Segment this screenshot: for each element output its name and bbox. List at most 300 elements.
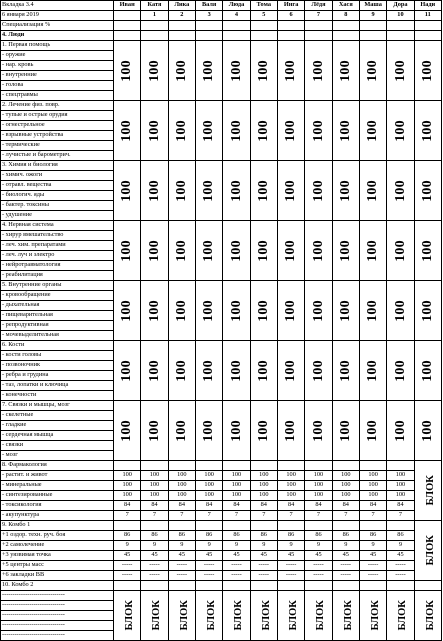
group-value-cell <box>332 341 359 401</box>
group-item-label: - хирур вмешательство <box>1 231 114 241</box>
group-value-cell <box>414 101 441 161</box>
group-title: 2. Лечение физ. повр. <box>1 101 114 111</box>
section-item-value: ----- <box>359 571 386 581</box>
section-item-value: 100 <box>277 481 304 491</box>
section-title: 8. Фармакология <box>1 461 114 471</box>
section-title: 10. Комбо 2 <box>1 581 114 591</box>
empty-cell <box>332 31 359 41</box>
empty-cell <box>114 21 141 31</box>
group-item-label: - сердечная мышца <box>1 431 114 441</box>
section-item-value: 7 <box>223 511 250 521</box>
section-item-value: ----- <box>141 561 168 571</box>
group-value: 100 <box>119 119 135 142</box>
section-item-value: 100 <box>168 471 195 481</box>
column-number: 2 <box>168 11 195 21</box>
section-item-row <box>1 531 442 541</box>
group-value-cell <box>114 281 141 341</box>
column-number: 4 <box>223 11 250 21</box>
section-item-value: 100 <box>223 471 250 481</box>
column-name: Иван <box>114 1 141 11</box>
group-value: 100 <box>146 299 162 322</box>
group-value: 100 <box>283 359 299 382</box>
section-item-value: ----- <box>250 561 277 571</box>
group-value-cell <box>305 281 332 341</box>
group-item-label: - удушение <box>1 211 114 221</box>
section-item-value: 7 <box>114 511 141 521</box>
group-item-label: - таз, лопатки и ключица <box>1 381 114 391</box>
section-item-value: 7 <box>141 511 168 521</box>
section-item-value: 100 <box>195 481 222 491</box>
nadi-block-label: БЛОК <box>424 535 436 566</box>
section-item-label: +2 самолечение <box>1 541 114 551</box>
empty-cell <box>223 461 250 471</box>
group-value-cell <box>359 221 386 281</box>
section-item-value: ----- <box>305 571 332 581</box>
group-value: 100 <box>228 239 244 262</box>
group-value-cell <box>114 221 141 281</box>
group-value-cell <box>195 281 222 341</box>
column-number: 6 <box>277 11 304 21</box>
group-value: 100 <box>255 239 271 262</box>
group-value-cell <box>359 41 386 101</box>
empty-cell <box>223 581 250 591</box>
group-item-label: - огнестрельное <box>1 121 114 131</box>
empty-cell <box>414 31 441 41</box>
section-item-value: 100 <box>141 471 168 481</box>
empty-cell <box>359 31 386 41</box>
section-item-value: ----- <box>195 571 222 581</box>
section-item-value: ----- <box>305 561 332 571</box>
section-item-value: 84 <box>114 501 141 511</box>
empty-cell <box>141 581 168 591</box>
group-value-cell <box>168 281 195 341</box>
section-item-value: 100 <box>359 471 386 481</box>
section-item-value: ----- <box>195 561 222 571</box>
column-name: Инга <box>277 1 304 11</box>
group-value: 100 <box>146 119 162 142</box>
section-item-value: 7 <box>168 511 195 521</box>
combo2-block-label: БЛОК <box>260 600 272 631</box>
section-item-label: +1 оздор. техн. руч. боя <box>1 531 114 541</box>
section-item-value: 100 <box>114 491 141 501</box>
header-row-names <box>1 1 442 11</box>
empty-cell <box>332 521 359 531</box>
group-value: 100 <box>419 239 435 262</box>
group-value-cell <box>305 341 332 401</box>
section-item-label: +5 центры масс <box>1 561 114 571</box>
group-value: 100 <box>228 419 244 442</box>
section-item-row <box>1 471 442 481</box>
group-value: 100 <box>228 119 244 142</box>
group-value: 100 <box>419 359 435 382</box>
group-value: 100 <box>419 419 435 442</box>
column-name: Лика <box>168 1 195 11</box>
section-item-value: 7 <box>305 511 332 521</box>
group-item-label: - голова <box>1 81 114 91</box>
group-value: 100 <box>337 59 353 82</box>
empty-cell <box>141 461 168 471</box>
empty-cell <box>387 21 414 31</box>
group-value: 100 <box>392 299 408 322</box>
empty-cell <box>332 581 359 591</box>
empty-cell <box>387 31 414 41</box>
section-item-label: ------------------------------ <box>1 591 114 601</box>
section-item-value: 9 <box>332 541 359 551</box>
column-name: Катя <box>141 1 168 11</box>
group-item-label: - реабилитация <box>1 271 114 281</box>
section-item-value: 86 <box>141 531 168 541</box>
group-value: 100 <box>173 419 189 442</box>
group-value-cell <box>414 41 441 101</box>
group-title-row <box>1 161 442 171</box>
nadi-block-cell <box>414 521 441 581</box>
group-value-cell <box>195 161 222 221</box>
group-value-cell <box>277 221 304 281</box>
section-item-value: 45 <box>168 551 195 561</box>
empty-cell <box>359 21 386 31</box>
section-item-value: 100 <box>332 481 359 491</box>
group-value: 100 <box>119 419 135 442</box>
combo2-block-label: БЛОК <box>233 600 245 631</box>
empty-cell <box>195 521 222 531</box>
section-item-label: - минеральные <box>1 481 114 491</box>
section-item-value: 84 <box>195 501 222 511</box>
group-item-label: - мозг <box>1 451 114 461</box>
group-value: 100 <box>365 299 381 322</box>
combo2-block-cell <box>223 591 250 641</box>
group-value: 100 <box>201 299 217 322</box>
group-value: 100 <box>228 179 244 202</box>
group-value: 100 <box>201 359 217 382</box>
group-value: 100 <box>283 119 299 142</box>
section-item-label: ------------------------------ <box>1 601 114 611</box>
section-item-value: 100 <box>387 491 414 501</box>
nadi-block-cell <box>414 461 441 521</box>
group-value: 100 <box>365 359 381 382</box>
column-number: 10 <box>387 11 414 21</box>
group-title: 7. Связки и мышцы, мозг <box>1 401 114 411</box>
group-value-cell <box>141 341 168 401</box>
group-title-row <box>1 401 442 411</box>
section-item-value: 100 <box>114 481 141 491</box>
group-value: 100 <box>119 59 135 82</box>
section-item-value: 100 <box>223 481 250 491</box>
section-item-value: 86 <box>332 531 359 541</box>
section-item-value: 84 <box>359 501 386 511</box>
group-title-row <box>1 101 442 111</box>
section-item-value: ----- <box>223 561 250 571</box>
section-item-value: ----- <box>114 571 141 581</box>
group-value-cell <box>114 401 141 461</box>
section-item-value: 100 <box>387 481 414 491</box>
section-item-value: 100 <box>305 481 332 491</box>
section-item-value: ----- <box>277 571 304 581</box>
section-item-label: +3 уязвимая точка <box>1 551 114 561</box>
combo2-block-cell <box>305 591 332 641</box>
group-value-cell <box>114 161 141 221</box>
group-value-cell <box>359 101 386 161</box>
group-item-label: - гладкие <box>1 421 114 431</box>
section-item-label: - токсикология <box>1 501 114 511</box>
combo2-block-cell <box>359 591 386 641</box>
group-value-cell <box>250 161 277 221</box>
group-value-cell <box>359 401 386 461</box>
section-item-value: 9 <box>223 541 250 551</box>
group-value: 100 <box>310 299 326 322</box>
group-title: 4. Нервная система <box>1 221 114 231</box>
column-name: Нади <box>414 1 441 11</box>
group-value-cell <box>168 401 195 461</box>
section-item-value: ----- <box>250 571 277 581</box>
group-item-label: - отравл. вещества <box>1 181 114 191</box>
empty-cell <box>114 31 141 41</box>
group-value-cell <box>359 281 386 341</box>
group-value-cell <box>332 161 359 221</box>
empty-cell <box>305 581 332 591</box>
empty-cell <box>332 21 359 31</box>
section-item-row <box>1 511 442 521</box>
group-value-cell <box>277 161 304 221</box>
group-item-label: - нар. кровь <box>1 61 114 71</box>
section-title: 4. Люди <box>1 31 114 41</box>
group-value-cell <box>250 341 277 401</box>
section-item-value: ----- <box>332 571 359 581</box>
empty-cell <box>195 31 222 41</box>
section-item-value: 86 <box>250 531 277 541</box>
empty-cell <box>414 21 441 31</box>
section-item-value: 100 <box>195 471 222 481</box>
combo2-block-label: БЛОК <box>369 600 381 631</box>
empty-cell <box>114 461 141 471</box>
section-item-value: 9 <box>141 541 168 551</box>
group-item-label: - леч. хим. препаратами <box>1 241 114 251</box>
section-item-value: 9 <box>250 541 277 551</box>
group-value-cell <box>223 401 250 461</box>
group-item-label: - лучистые и барометрич. <box>1 151 114 161</box>
group-value: 100 <box>365 239 381 262</box>
group-item-label: - взрывные устройства <box>1 131 114 141</box>
empty-cell <box>141 31 168 41</box>
empty-cell <box>387 521 414 531</box>
section-item-value: 84 <box>387 501 414 511</box>
group-value: 100 <box>119 299 135 322</box>
group-value: 100 <box>419 119 435 142</box>
group-value-cell <box>387 401 414 461</box>
empty-cell <box>359 581 386 591</box>
combo2-block-label: БЛОК <box>151 600 163 631</box>
section-item-row <box>1 551 442 561</box>
empty-cell <box>277 21 304 31</box>
empty-cell <box>277 31 304 41</box>
group-value-cell <box>223 281 250 341</box>
group-value: 100 <box>337 359 353 382</box>
section-item-value: 7 <box>359 511 386 521</box>
group-value-cell <box>250 401 277 461</box>
group-value: 100 <box>365 119 381 142</box>
group-value-cell <box>223 161 250 221</box>
section-item-value: 9 <box>387 541 414 551</box>
empty-cell <box>359 461 386 471</box>
group-value-cell <box>168 161 195 221</box>
section-item-value: 84 <box>305 501 332 511</box>
combo2-block-cell <box>277 591 304 641</box>
combo2-block-cell <box>387 591 414 641</box>
section-item-value: 86 <box>223 531 250 541</box>
group-item-label: - связки <box>1 441 114 451</box>
section-item-label: ------------------------------ <box>1 611 114 621</box>
section-item-value: 7 <box>332 511 359 521</box>
group-value: 100 <box>283 239 299 262</box>
group-value: 100 <box>310 239 326 262</box>
group-value: 100 <box>283 179 299 202</box>
section-item-value: 100 <box>305 471 332 481</box>
group-value-cell <box>141 101 168 161</box>
column-number: 7 <box>305 11 332 21</box>
section-item-value: ----- <box>141 571 168 581</box>
empty-cell <box>114 581 141 591</box>
section-item-value: 100 <box>332 491 359 501</box>
section-item-row <box>1 571 442 581</box>
section-item-value: ----- <box>168 561 195 571</box>
group-value: 100 <box>201 239 217 262</box>
group-value-cell <box>305 101 332 161</box>
section-item-label: - синтезированные <box>1 491 114 501</box>
group-value-cell <box>277 41 304 101</box>
section-item-value: 9 <box>305 541 332 551</box>
section-item-value: 45 <box>250 551 277 561</box>
section-item-value: 7 <box>387 511 414 521</box>
empty-cell <box>168 521 195 531</box>
section-item-value: 84 <box>223 501 250 511</box>
group-value-cell <box>168 221 195 281</box>
group-item-label: - биологич. яды <box>1 191 114 201</box>
group-value-cell <box>141 161 168 221</box>
group-item-label: - внутренние <box>1 71 114 81</box>
group-value: 100 <box>173 299 189 322</box>
section-item-value: ----- <box>332 561 359 571</box>
group-item-label: - дыхательная <box>1 301 114 311</box>
group-item-label: - позвоночник <box>1 361 114 371</box>
section-item-value: 100 <box>277 471 304 481</box>
section-item-value: 45 <box>114 551 141 561</box>
combo2-block-cell <box>168 591 195 641</box>
group-value-cell <box>359 161 386 221</box>
group-value-cell <box>195 101 222 161</box>
section-item-value: 100 <box>332 471 359 481</box>
empty-cell <box>277 521 304 531</box>
group-value: 100 <box>283 59 299 82</box>
group-item-label: - пищеварительная <box>1 311 114 321</box>
section-title: 9. Комбо 1 <box>1 521 114 531</box>
section-item-value: 9 <box>195 541 222 551</box>
group-title: 6. Кости <box>1 341 114 351</box>
group-value: 100 <box>201 179 217 202</box>
group-value: 100 <box>337 119 353 142</box>
column-number: 8 <box>332 11 359 21</box>
section-item-value: 100 <box>359 491 386 501</box>
empty-cell <box>114 521 141 531</box>
group-value: 100 <box>419 299 435 322</box>
section-item-value: 100 <box>250 481 277 491</box>
group-value-cell <box>114 101 141 161</box>
group-value-cell <box>305 401 332 461</box>
section-item-value: ----- <box>114 561 141 571</box>
section-item-value: 100 <box>141 481 168 491</box>
group-value: 100 <box>173 59 189 82</box>
section-item-value: 45 <box>387 551 414 561</box>
section-item-value: 100 <box>223 491 250 501</box>
group-value: 100 <box>337 299 353 322</box>
date-label: 6 января 2019 <box>1 11 114 21</box>
empty-cell <box>223 21 250 31</box>
group-value: 100 <box>146 239 162 262</box>
tab-label: Вкладка 3.4 <box>1 1 114 11</box>
group-value-cell <box>332 41 359 101</box>
group-value: 100 <box>146 59 162 82</box>
column-number: 3 <box>195 11 222 21</box>
group-value: 100 <box>337 179 353 202</box>
section-item-value: 9 <box>114 541 141 551</box>
group-value-cell <box>414 281 441 341</box>
empty-cell <box>141 521 168 531</box>
empty-cell <box>305 461 332 471</box>
section-title-row <box>1 521 442 531</box>
section-item-row <box>1 591 442 601</box>
section-item-value: 7 <box>250 511 277 521</box>
group-value: 100 <box>392 59 408 82</box>
group-value: 100 <box>228 299 244 322</box>
group-value-cell <box>223 221 250 281</box>
group-value-cell <box>168 341 195 401</box>
empty-cell <box>250 21 277 31</box>
group-value-cell <box>305 41 332 101</box>
group-value-cell <box>414 221 441 281</box>
group-item-label: - ребра и грудина <box>1 371 114 381</box>
column-name: Дора <box>387 1 414 11</box>
group-value: 100 <box>228 359 244 382</box>
group-value: 100 <box>255 59 271 82</box>
group-value: 100 <box>310 359 326 382</box>
group-value-cell <box>195 221 222 281</box>
empty-cell <box>250 581 277 591</box>
group-value-cell <box>277 101 304 161</box>
group-title: 1. Первая помощь <box>1 41 114 51</box>
combo2-block-cell <box>114 591 141 641</box>
empty-cell <box>305 21 332 31</box>
empty-cell <box>195 21 222 31</box>
empty-cell <box>387 461 414 471</box>
section-item-value: 84 <box>277 501 304 511</box>
group-value-cell <box>141 281 168 341</box>
empty-cell <box>250 521 277 531</box>
group-item-label: - нейротравматология <box>1 261 114 271</box>
section-item-value: 45 <box>195 551 222 561</box>
group-value-cell <box>114 341 141 401</box>
group-value: 100 <box>310 119 326 142</box>
group-value-cell <box>141 41 168 101</box>
group-item-label: - оружие <box>1 51 114 61</box>
empty-cell <box>250 461 277 471</box>
group-value: 100 <box>201 419 217 442</box>
section-item-value: 100 <box>168 481 195 491</box>
column-number: 11 <box>414 11 441 21</box>
empty-cell <box>195 581 222 591</box>
column-name: Тома <box>250 1 277 11</box>
group-value: 100 <box>255 359 271 382</box>
group-value-cell <box>387 41 414 101</box>
combo2-block-cell <box>141 591 168 641</box>
combo2-block-label: БЛОК <box>178 600 190 631</box>
